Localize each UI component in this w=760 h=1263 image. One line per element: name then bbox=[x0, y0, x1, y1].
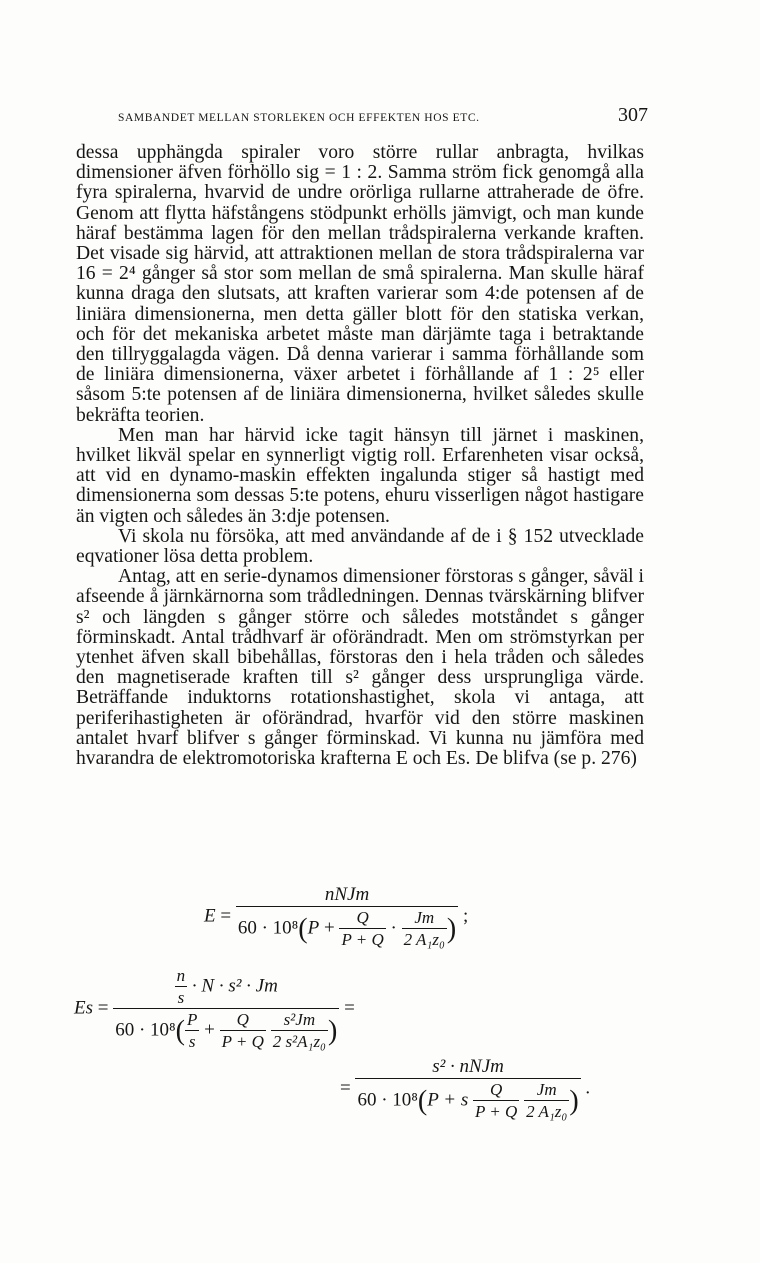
eq1-numerator: nNJm bbox=[324, 884, 370, 905]
eq2-denominator: 60 · 10⁸( $\frac{P}{s}$ + $\frac{Q}{P + Q}$ $\frac{\text{s²Jm}}{\text{2 s²A₁z₀}}$ ) bbox=[115, 1010, 338, 1051]
paragraph-1: dessa upphängda spiraler voro större rullar anbragta, hvilkas dimensioner äfven förhöllo sig = 1 : 2. Samma ström fick genomgå alla fyra spiralerna, hvarvid de undre orörliga rullarne attraherade de öfre. Genom att flytta häfstångens stödpunkt erhölls jämvigt, och man kunde häraf bestämma lagen för den mellan trådspiralerna verkande kraften. Det visade sig härvid, att attraktionen mellan de stora trådspiralerna var 16 = 2⁴ gånger så stor som mellan de små spiralerna. Man skulle häraf kunna draga den slutsats, att kraften varierar som 4:de potensen af de liniära dimensionerna, men detta gäller blott för den statiska verkan, och för det mekaniska arbetet måste man därjämte taga i betraktande den tillryggalagda vägen. Då denna varierar i samma förhållande som de liniära dimensionerna, växer arbetet i förhållande af 1 : 2⁵ eller såsom 5:te potensen af de liniära dimensionerna, hvilket således skulle bekräfta teorien. bbox=[76, 142, 644, 426]
equation-Es-result: = s² · nNJm 60 · 10⁸(P + s $\frac{Q}{P + Q}$ $\frac{Jm}{\text{2 A₁z₀}}$ ) . bbox=[340, 1056, 591, 1121]
eq1-fraction bbox=[236, 884, 458, 950]
eq2-fraction bbox=[113, 966, 339, 1052]
eq3-fraction bbox=[355, 1056, 580, 1122]
eq3-numerator: s² · nNJm bbox=[432, 1056, 504, 1077]
paragraph-3: Vi skola nu försöka, att med användande af de i § 152 utvecklade eqvationer lösa detta problem. bbox=[76, 525, 644, 568]
running-head: SAMBANDET MELLAN STORLEKEN OCH EFFEKTEN HOS ETC. bbox=[118, 112, 480, 124]
paragraph-2: Men man har härvid icke tagit hänsyn till järnet i maskinen, hvilket likväl spelar en synnerligt vigtig roll. Erfarenheten visar också, att vid en dynamo-maskin effekten ingalunda stiger så hastigt med dimensionerna som dessas 5:te potens, ehuru visserligen något hastigare än vigten och således än 3:dje potensen. bbox=[76, 424, 644, 527]
equation-E: E = nNJm 60 · 10⁸(P + $\frac{Q}{P + Q}$ · $\frac{Jm}{\text{2 A₁z₀}}$ ) ; bbox=[204, 884, 469, 949]
equation-Es: Es = $\frac{n}{s}$ · N · s² · Jm 60 · 10⁸( $\frac{P}{s}$ + $\frac{Q}{P + Q}$ $\frac{\text{s²Jm}}{\text{2 s²A₁z₀}}$ ) = bbox=[74, 966, 355, 1051]
paragraph-4: Antag, att en serie-dynamos dimensioner förstoras s gånger, såväl i afseende å järnkärnorna som trådledningen. Dennas tvärskärning blifver s² och längden s gånger större och således motståndet s gånger förminskadt. Antal trådhvarf är oförändradt. Men om strömstyrkan per ytenhet äfven skall bibehållas, förstoras den i hela tråden och således den magnetiserade kraften till s² gånger dess ursprungliga värde. Beträffande induktorns rotationshastighet, skola vi antaga, att periferihastigheten är oförändrad, hvarför vid den större maskinen antalet hvarf blifver s gånger förminskad. Vi kunna nu jämföra med hvarandra de elektromotoriska krafterna E och Es. De blifva (se p. 276) bbox=[76, 566, 644, 770]
page-number: 307 bbox=[618, 104, 648, 126]
eq1-lhs: E bbox=[204, 905, 216, 927]
eq1-denominator: 60 · 10⁸(P + $\frac{Q}{P + Q}$ · $\frac{Jm}{\text{2 A₁z₀}}$ ) bbox=[237, 908, 457, 949]
page-header bbox=[118, 104, 648, 127]
eq2-lhs: Es bbox=[74, 997, 93, 1019]
body-text bbox=[76, 143, 644, 769]
eq3-denominator: 60 · 10⁸(P + s $\frac{Q}{P + Q}$ $\frac{Jm}{\text{2 A₁z₀}}$ ) bbox=[357, 1080, 579, 1121]
eq2-numerator: $\frac{n}{s}$ · N · s² · Jm bbox=[176, 966, 278, 1007]
